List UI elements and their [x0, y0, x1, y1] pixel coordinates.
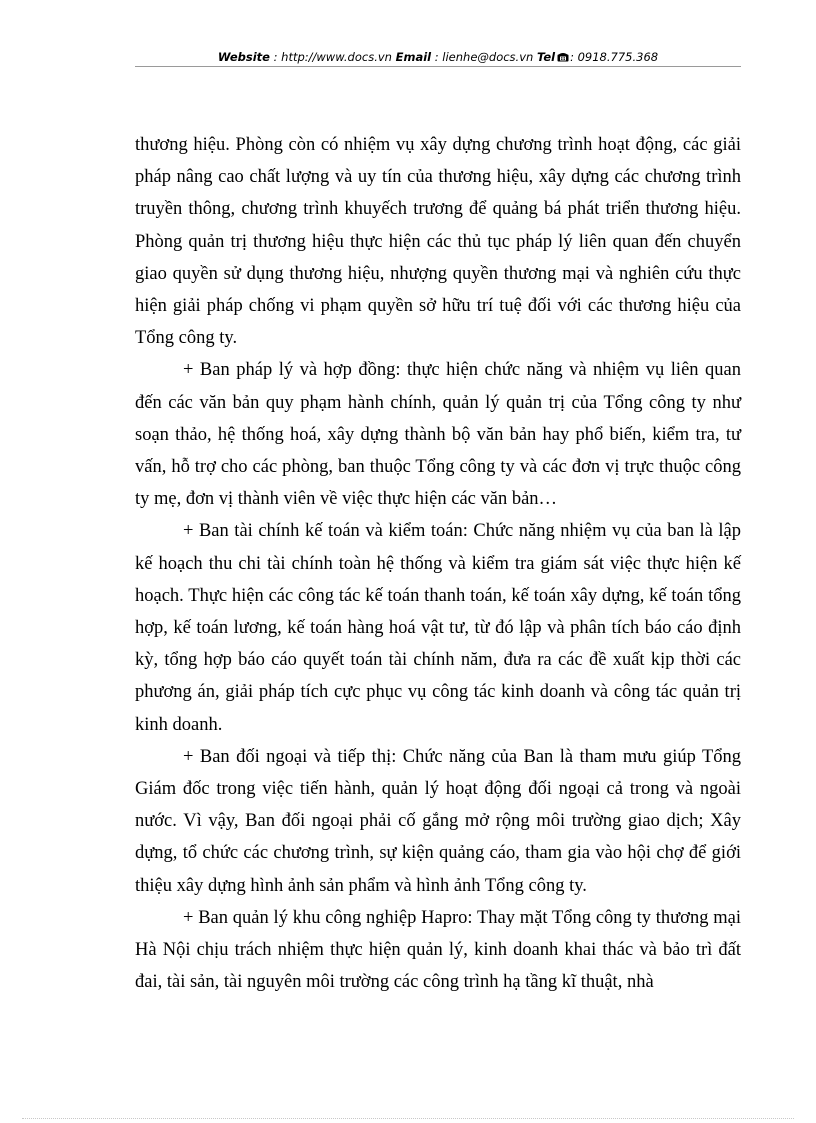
- email-address[interactable]: lienhe@docs.vn: [442, 50, 534, 64]
- website-url[interactable]: http://www.docs.vn: [281, 50, 392, 64]
- page-bottom-border: [22, 1118, 794, 1119]
- website-separator: :: [269, 50, 282, 64]
- paragraph-industrial-zone: + Ban quản lý khu công nghiệp Hapro: Thay mặt Tổng công ty thương mại Hà Nội chịu trách nhiệm thực hiện quản lý, kinh doanh khai thác và bảo trì đất đai, tài sản, tài nguyên môi trường các công trình hạ tầng kĩ thuật, nhà: [135, 907, 741, 993]
- paragraph-continuation: thương hiệu. Phòng còn có nhiệm vụ xây dựng chương trình hoạt động, các giải pháp nâng cao chất lượng và uy tín của thương hiệu, xây dựng các chương trình truyền thông, chương trình khuyếch trương để quảng bá phát triển thương hiệu. Phòng quản trị thương hiệu thực hiện các thủ tục pháp lý liên quan đến chuyển giao quyền sử dụng thương hiệu, nhượng quyền thương mại và nghiên cứu thực hiện giải pháp chống vi phạm quyền sở hữu trí tuệ đối với các thương hiệu của Tổng công ty.: [135, 135, 741, 349]
- paragraph-legal-contracts: + Ban pháp lý và hợp đồng: thực hiện chức năng và nhiệm vụ liên quan đến các văn bản quy phạm hành chính, quản lý quản trị của Tổng công ty như soạn thảo, hệ thống hoá, xây dựng thành bộ văn bản hay phổ biến, kiểm tra, tư vấn, hỗ trợ cho các phòng, ban thuộc Tổng công ty và các đơn vị trực thuộc công ty mẹ, đơn vị thành viên về việc thực hiện các văn bản…: [135, 360, 741, 510]
- header-divider: [135, 66, 741, 67]
- tel-label: Tel: [536, 50, 556, 64]
- tel-number: : 0918.775.368: [570, 50, 659, 64]
- paragraph-finance-accounting: + Ban tài chính kế toán và kiểm toán: Chức năng nhiệm vụ của ban là lập kế hoạch thu chi tài chính toàn hệ thống và kiểm tra giám sát việc thực hiện kế hoạch. Thực hiện các công tác kế toán thanh toán, kế toán xây dựng, kế toán tổng hợp, kế toán lương, kế toán hàng hoá vật tư, từ đó lập và phân tích báo cáo định kỳ, tổng hợp báo cáo quyết toán tài chính năm, đưa ra các đề xuất kịp thời các phương án, giải pháp tích cực phục vụ công tác kinh doanh và công tác quản trị kinh doanh.: [135, 521, 741, 735]
- email-label: Email: [395, 50, 432, 64]
- page-header: [135, 48, 741, 66]
- phone-icon: [557, 49, 569, 59]
- email-separator: :: [431, 50, 443, 64]
- website-label: Website: [217, 50, 270, 64]
- document-body: [135, 129, 741, 998]
- paragraph-external-marketing: + Ban đối ngoại và tiếp thị: Chức năng của Ban là tham mưu giúp Tổng Giám đốc trong việc tiến hành, quản lý hoạt động đối ngoại cả trong và ngoài nước. Vì vậy, Ban đối ngoại phải cố gắng mở rộng môi trường giao dịch; Xây dựng, tổ chức các chương trình, sự kiện quảng cáo, tham gia vào hội chợ để giới thiệu xây dựng hình ảnh sản phẩm và hình ảnh Tổng công ty.: [135, 746, 741, 896]
